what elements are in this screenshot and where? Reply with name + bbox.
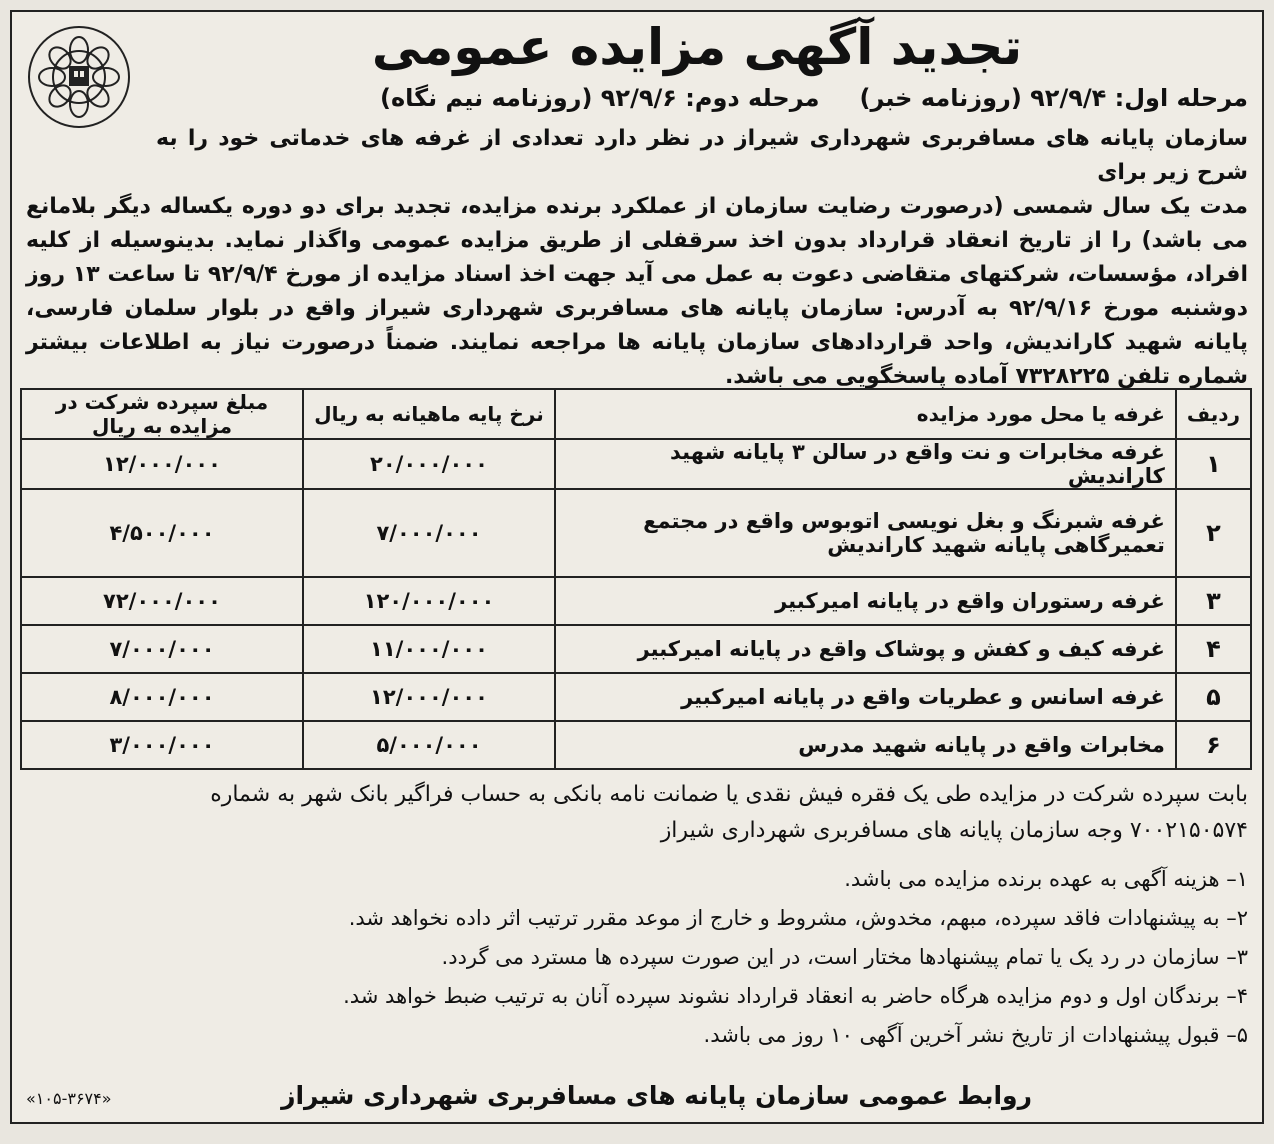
table-row <box>21 439 1251 489</box>
intro-line: دعوت به عمل می آید جهت اخذ اسناد مزایده از مورخ ۹۲/۹/۴ تا ساعت ۱۳ روز دوشنبه مورخ ۹۲/۹/۱۶ به آدرس: سازمان <box>26 262 1249 321</box>
row-number: ۳ <box>1176 577 1251 625</box>
table-row <box>21 625 1251 673</box>
row-deposit: ۴/۵۰۰/۰۰۰ <box>21 489 303 577</box>
stage-two: مرحله دوم: ۹۲/۹/۶ (روزنامه نیم نگاه) <box>380 84 820 112</box>
row-base-rate: ۷/۰۰۰/۰۰۰ <box>303 489 555 577</box>
row-deposit: ۳/۰۰۰/۰۰۰ <box>21 721 303 769</box>
intro-line: مدت یک سال شمسی (درصورت رضایت سازمان از عملکرد برنده مزایده، تجدید برای دو دوره یکساله دیگر بلامانع می باشد) را از <box>26 194 1248 253</box>
table-row <box>21 577 1251 625</box>
table-row <box>21 489 1251 577</box>
row-base-rate: ۱۲۰/۰۰۰/۰۰۰ <box>303 577 555 625</box>
row-deposit: ۷/۰۰۰/۰۰۰ <box>21 625 303 673</box>
notice-title: تجدید آگهی مزایده عمومی <box>371 18 1023 76</box>
row-number: ۵ <box>1176 673 1251 721</box>
header-row-number: ردیف <box>1176 389 1251 439</box>
row-base-rate: ۲۰/۰۰۰/۰۰۰ <box>303 439 555 489</box>
deposit-line: بابت سپرده شرکت در مزایده طی یک فقره فیش نقدی یا ضمانت نامه بانکی به حساب فراگیر بانک شهر به شماره <box>210 782 1248 807</box>
list-item: ۳– سازمان در رد یک یا تمام پیشنهادها مختار است، در این صورت سپرده ها مسترد می گردد. <box>441 945 1248 969</box>
intro-paragraph <box>26 122 1248 394</box>
intro-line: پایانه های مسافربری شهرداری شیراز واقع در بلوار سلمان فارسی، پایانه شهید کاراندیش، واحد قراردادهای سازمان پایانه ها <box>26 296 1249 355</box>
stage-one: مرحله اول: ۹۲/۹/۴ (روزنامه خبر) <box>859 84 1248 112</box>
row-item: غرفه مخابرات و نت واقع در سالن ۳ پایانه شهید کاراندیش <box>555 439 1176 489</box>
row-base-rate: ۱۲/۰۰۰/۰۰۰ <box>303 673 555 721</box>
auction-table <box>20 388 1252 770</box>
row-item: غرفه رستوران واقع در پایانه امیرکبیر <box>555 577 1176 625</box>
row-item: غرفه شبرنگ و بغل نویسی اتوبوس واقع در مجتمع تعمیرگاهی پایانه شهید کاراندیش <box>555 489 1176 577</box>
deposit-paragraph <box>26 777 1248 849</box>
table-header-row <box>21 389 1251 439</box>
row-number: ۱ <box>1176 439 1251 489</box>
list-item: ۵– قبول پیشنهادات از تاریخ نشر آخرین آگهی ۱۰ روز می باشد. <box>703 1023 1248 1047</box>
row-item: مخابرات واقع در پایانه شهید مدرس <box>555 721 1176 769</box>
notice-page <box>10 10 1264 1124</box>
header-base-rate: نرخ پایه ماهیانه به ریال <box>303 389 555 439</box>
row-base-rate: ۵/۰۰۰/۰۰۰ <box>303 721 555 769</box>
header-item: غرفه یا محل مورد مزایده <box>555 389 1176 439</box>
row-deposit: ۷۲/۰۰۰/۰۰۰ <box>21 577 303 625</box>
list-item: ۲– به پیشنهادات فاقد سپرده، مبهم، مخدوش، مشروط و خارج از موعد مقرر ترتیب اثر داده نخواهد شد. <box>348 906 1248 930</box>
row-deposit: ۸/۰۰۰/۰۰۰ <box>21 673 303 721</box>
row-item: غرفه اسانس و عطریات واقع در پایانه امیرکبیر <box>555 673 1176 721</box>
row-deposit: ۱۲/۰۰۰/۰۰۰ <box>21 439 303 489</box>
row-item: غرفه کیف و کفش و پوشاک واقع در پایانه امیرکبیر <box>555 625 1176 673</box>
intro-line: مراجعه نمایند. ضمناً درصورت نیاز به اطلاعات بیشتر شماره تلفن ۷۳۲۸۲۲۵ آماده پاسخگویی می باشد. <box>26 330 1248 389</box>
row-number: ۲ <box>1176 489 1251 577</box>
municipality-logo <box>24 22 134 132</box>
list-item: ۴– برندگان اول و دوم مزایده هرگاه حاضر به انعقاد قرارداد نشوند سپرده آنان به ترتیب ضبط خواهد شد. <box>343 984 1248 1008</box>
row-number: ۶ <box>1176 721 1251 769</box>
list-item: ۱– هزینه آگهی به عهده برنده مزایده می باشد. <box>844 867 1248 891</box>
intro-line: سازمان پایانه های مسافربری شهرداری شیراز در نظر دارد تعدادی از غرفه های خدماتی خود را به شرح زیر برای <box>156 126 1248 185</box>
ad-code: «۱۰۵-۳۶۷۴» <box>26 1089 112 1108</box>
row-number: ۴ <box>1176 625 1251 673</box>
municipality-flower-emblem-icon <box>24 22 134 132</box>
table-row <box>21 673 1251 721</box>
stage-dates <box>152 84 1248 112</box>
intro-line: تاریخ انعقاد قرارداد بدون اخذ سرقفلی از طریق مزایده عمومی واگذار نماید. بدینوسیله از کلیه افراد، مؤسسات، شرکتهای متقاضی <box>26 228 1248 287</box>
row-base-rate: ۱۱/۰۰۰/۰۰۰ <box>303 625 555 673</box>
header-deposit: مبلغ سپرده شرکت در مزایده به ریال <box>21 389 303 439</box>
rules-list <box>26 860 1248 1055</box>
deposit-line: ۷۰۰۲۱۵۰۵۷۴ وجه سازمان پایانه های مسافربری شهرداری شیراز <box>660 818 1248 843</box>
public-relations-signature: روابط عمومی سازمان پایانه های مسافربری شهرداری شیراز <box>281 1081 1032 1110</box>
table-row <box>21 721 1251 769</box>
